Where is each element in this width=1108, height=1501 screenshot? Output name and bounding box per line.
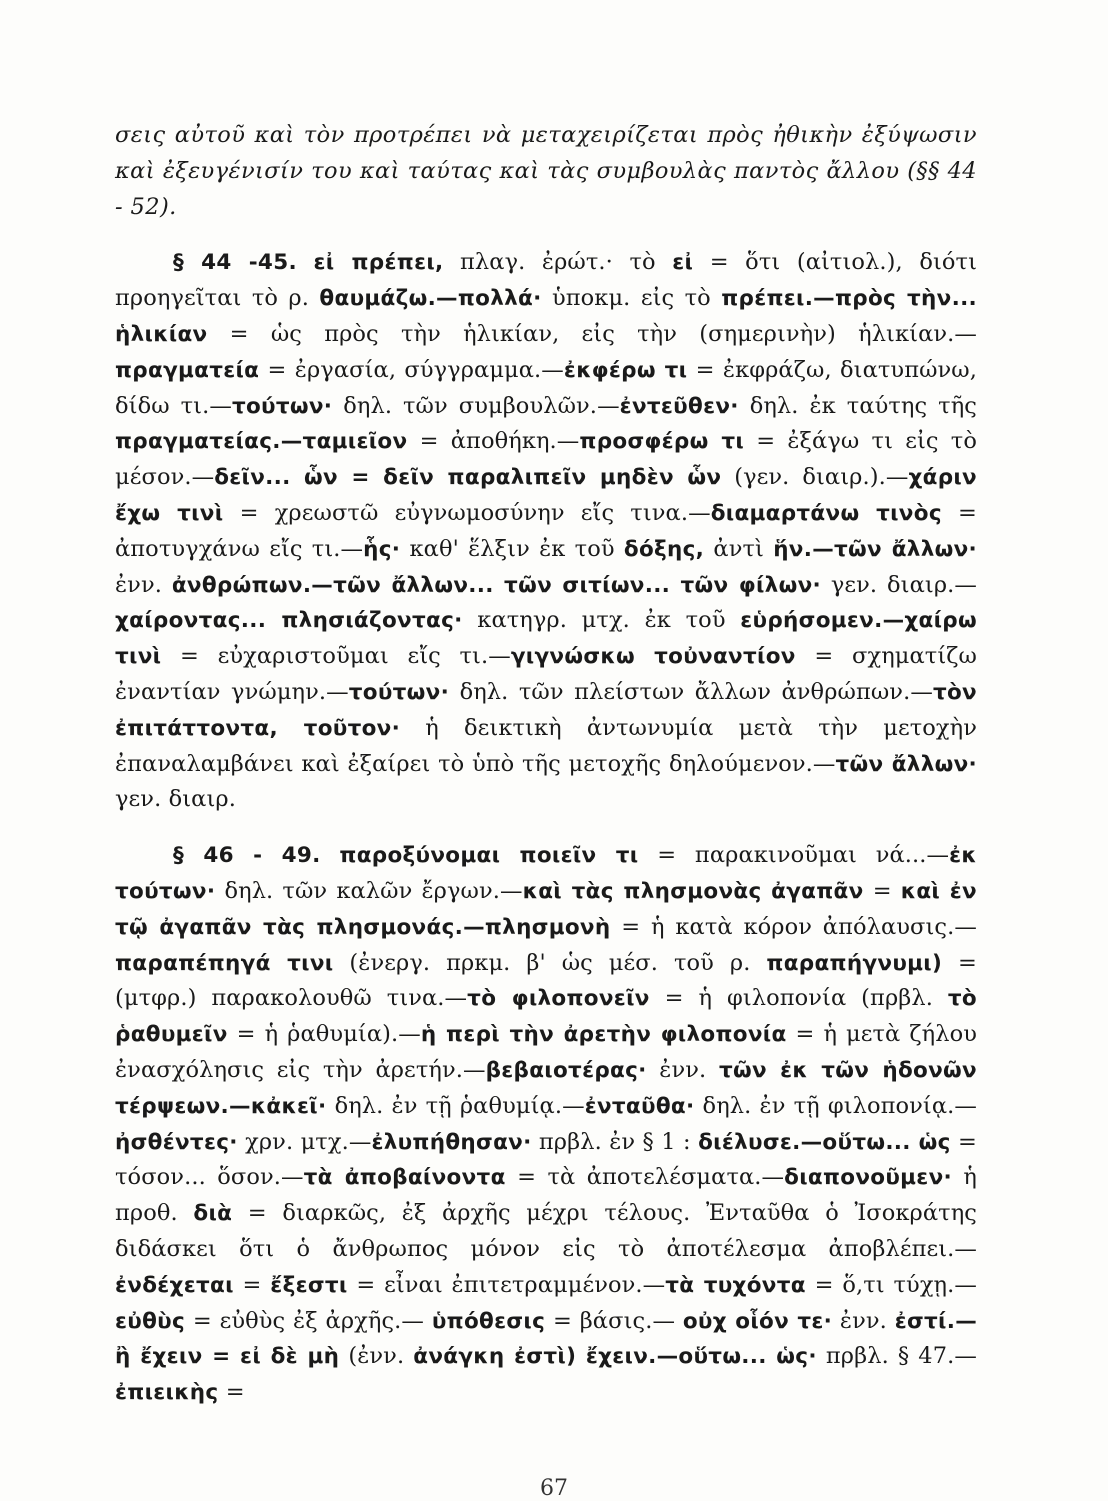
lemma-term: διαμαρτάνω τινὸς <box>710 500 942 526</box>
gloss-text: πλαγ. ἐρώτ.· τὸ <box>443 249 673 276</box>
lemma-term: ἐλυπήθησαν· <box>371 1129 532 1155</box>
gloss-text: δηλ. τῶν πλείστων ἄλλων ἀνθρώπων.— <box>449 678 933 705</box>
lemma-term: χαίροντας... πλησιάζοντας· <box>115 608 463 634</box>
lemma-term: τὰ ἀποβαίνοντα <box>303 1165 506 1191</box>
lemma-term: ἐκφέρω τι <box>563 357 688 383</box>
lemma-term: τούτων· <box>348 679 450 705</box>
lemma-term: ἠσθέντες· <box>115 1129 238 1155</box>
lemma-term: τὸν ἐπιτάττοντα, τοῦτον· <box>115 679 977 741</box>
gloss-text: ἡ προθ. <box>115 1164 978 1227</box>
intro-paragraph <box>115 118 977 225</box>
lemma-term: τούτων· <box>231 393 333 419</box>
lemma-term: ἀνάγκη ἐστὶ) ἔχειν.—οὕτω... ὡς· <box>413 1344 817 1370</box>
lemma-term: τὰ τυχόντα <box>665 1272 806 1298</box>
lemma-term: ἥν.—τῶν ἄλλων· <box>773 536 978 562</box>
page-body <box>115 118 977 1411</box>
gloss-text: = ἡ ῥαθυμία).— <box>227 1021 421 1048</box>
gloss-text: ἐνν. <box>646 1056 719 1083</box>
lemma-term: ἐνδέχεται <box>115 1272 234 1298</box>
lemma-term: διέλυσε.—οὕτω... ὡς <box>698 1129 951 1155</box>
gloss-text: = ὅτι (αἰτιολ.), διότι προηγεῖται τὸ ρ. <box>115 249 978 312</box>
lemma-term: τῶν ἄλλων· <box>835 751 977 777</box>
gloss-text: = ὅ,τι τύχῃ.— <box>805 1271 977 1298</box>
lemma-term: προσφέρω τι <box>579 429 745 455</box>
lemma-term: καὶ τὰς πλησμονὰς ἀγαπᾶν <box>522 878 864 904</box>
gloss-text: πρβλ. ἐν § 1 : <box>531 1128 699 1155</box>
gloss-text: πρβλ. § 47.— <box>816 1343 977 1370</box>
lemma-term: πραγματείας.—ταμιεῖον <box>115 429 408 455</box>
lemma-term: ὑπόθεσις <box>431 1308 546 1334</box>
gloss-text: = σχηματίζω ἐναντίαν γνώμην.— <box>115 643 977 705</box>
lemma-term: εὐθὺς <box>115 1308 186 1334</box>
lemma-term: παραπήγνυμι) <box>766 950 943 976</box>
gloss-text: (ἐνν. <box>339 1343 414 1370</box>
gloss-text: = τόσον... ὅσον.— <box>115 1128 977 1191</box>
gloss-text: χρν. μτχ.— <box>237 1128 372 1155</box>
section-body <box>115 842 977 1405</box>
gloss-text: ἡ δεικτικὴ ἀντωνυμία μετὰ τὴν μετοχὴν ἐπαναλαμβάνει καὶ ἐξαίρει τὸ ὑπὸ τῆς μετοχῆς δηλούμενον.— <box>115 714 977 777</box>
gloss-text: = (μτφρ.) παρακολουθῶ τινα.— <box>115 949 977 1012</box>
gloss-text: = ἐξάγω τι εἰς τὸ μέσον.— <box>115 428 977 491</box>
gloss-text: = διαρκῶς, ἐξ ἀρχῆς μέχρι τέλους. Ἐνταῦθα ὁ Ἰσοκράτης διδάσκει ὅτι ὁ ἄνθρωπος μόνον εἰς τὸ ἀποτέλεσμα ἀποβλέπει.— <box>115 1200 977 1262</box>
lemma-term: ἐπιεικὴς <box>115 1380 219 1406</box>
gloss-text: = <box>218 1379 245 1406</box>
gloss-text: (ἐνεργ. πρκμ. β' ὡς μέσ. τοῦ ρ. <box>333 949 767 976</box>
section-46-49 <box>115 838 977 1411</box>
lemma-term: εἰ <box>672 250 694 276</box>
gloss-text: γεν. διαιρ.— <box>820 571 977 598</box>
page-number: 67 <box>540 1476 568 1501</box>
lemma-term: τῶν ἐκ τῶν ἡδονῶν τέρψεων.—κἀκεῖ· <box>115 1057 977 1119</box>
lemma-term: ἐντεῦθεν· <box>619 393 739 419</box>
lemma-term: ἔξεστι <box>270 1272 348 1298</box>
gloss-text: = εἶναι ἐπιτετραμμένον.— <box>347 1271 666 1298</box>
section-44-45 <box>115 245 977 818</box>
gloss-text: δηλ. ἐν τῇ ῥαθυμίᾳ.— <box>326 1092 585 1119</box>
gloss-text: = ἡ μετὰ ζήλου ἐνασχόλησις εἰς τὴν ἀρετήν.— <box>115 1021 977 1083</box>
gloss-text: δηλ. τῶν συμβουλῶν.— <box>332 392 620 419</box>
lemma-term: τὸ ῥαθυμεῖν <box>115 986 977 1048</box>
gloss-text: = εὐθὺς ἐξ ἀρχῆς.— <box>185 1307 432 1334</box>
section-heading: § 44 -45. <box>173 250 297 276</box>
gloss-text: = <box>233 1271 271 1298</box>
gloss-text: (γεν. διαιρ.).— <box>721 464 909 491</box>
lemma-term: δόξης, <box>623 536 705 562</box>
gloss-text: = <box>863 877 901 904</box>
gloss-text: = ἡ φιλοπονία (πρβλ. <box>649 985 948 1012</box>
gloss-text: ἐνν. <box>115 571 172 598</box>
lemma-term: παροξύνομαι ποιεῖν τι <box>339 843 639 869</box>
lemma-term: τὸ φιλοπονεῖν <box>467 986 650 1012</box>
lemma-term: χάριν ἔχω τινὶ <box>115 465 978 526</box>
gloss-text: = ὡς πρὸς τὴν ἡλικίαν, εἰς τὴν (σημερινὴν) ἡλικίαν.— <box>207 320 977 347</box>
gloss-text: δηλ. ἐκ ταύτης τῆς <box>738 392 977 419</box>
lemma-term: ἀνθρώπων.—τῶν ἄλλων... τῶν σιτίων... τῶν φίλων· <box>171 572 821 598</box>
section-text <box>115 838 977 1411</box>
gloss-text: ἐνν. <box>832 1307 895 1334</box>
gloss-text: = ἡ κατὰ κόρον ἀπόλαυσις.— <box>610 913 977 940</box>
lemma-term: διὰ <box>193 1201 233 1227</box>
gloss-text: = τὰ ἀποτελέσματα.— <box>505 1164 785 1191</box>
gloss-text: καθ' ἕλξιν ἐκ τοῦ <box>400 535 624 562</box>
gloss-text: = χρεωστῶ εὐγνωμοσύνην εἴς τινα.— <box>223 499 711 526</box>
lemma-term: πραγματεία <box>115 357 260 383</box>
gloss-text: = ἀποθήκη.— <box>407 428 580 455</box>
gloss-text: = βάσις.— <box>545 1307 683 1334</box>
gloss-text: = εὐχαριστοῦμαι εἴς τι.— <box>161 643 511 670</box>
intro-text: σεις αὐτοῦ καὶ τὸν προτρέπει νὰ μεταχειρίζεται πρὸς ἠθικὴν ἐξύψωσιν καὶ ἐξευγένισίν του καὶ ταύτας καὶ τὰς συμβουλὰς παντὸς ἄλλου (§§ 44 - 52). <box>115 122 977 220</box>
lemma-term: εἰ πρέπει, <box>313 250 444 276</box>
gloss-text: = ἀποτυγχάνω εἴς τι.— <box>115 499 977 562</box>
lemma-term: πρέπει.—πρὸς τὴν... ἡλικίαν <box>115 286 978 347</box>
lemma-term: ἐνταῦθα· <box>584 1093 695 1119</box>
section-body <box>115 249 977 812</box>
section-text <box>115 245 977 818</box>
lemma-term: ἡ περὶ τὴν ἀρετὴν φιλοπονία <box>420 1022 787 1048</box>
gloss-text: γεν. διαιρ. <box>115 786 236 813</box>
gloss-text: δηλ. ἐν τῇ φιλοπονίᾳ.— <box>694 1092 978 1119</box>
lemma-term: ἐστί.— ἢ ἔχειν = εἰ δὲ μὴ <box>115 1308 977 1370</box>
lemma-term: διαπονοῦμεν· <box>784 1165 952 1191</box>
gloss-text: ἀντὶ <box>704 535 774 562</box>
lemma-term: ἧς· <box>363 536 401 562</box>
lemma-term: δεῖν... ὧν = δεῖν παραλιπεῖν μηδὲν ὧν <box>214 465 722 491</box>
lemma-term: θαυμάζω.—πολλά· <box>319 286 542 312</box>
gloss-text: = παρακινοῦμαι νά...— <box>638 842 950 869</box>
gloss-text: δηλ. τῶν καλῶν ἔργων.— <box>215 877 523 904</box>
section-heading: § 46 - 49. <box>173 843 321 869</box>
lemma-term: οὐχ οἷόν τε· <box>682 1308 833 1334</box>
lemma-term: καὶ ἐν τῷ ἀγαπᾶν τὰς πλησμονάς.—πλησμονὴ <box>115 878 977 940</box>
gloss-text: ὑποκμ. εἰς τὸ <box>541 285 722 312</box>
gloss-text: = ἐκφράζω, διατυπώνω, δίδω τι.— <box>115 356 978 419</box>
gloss-text: κατηγρ. μτχ. ἐκ τοῦ <box>462 607 741 634</box>
lemma-term: γιγνώσκω τοὐναντίον <box>510 644 796 670</box>
lemma-term: βεβαιοτέρας· <box>485 1057 647 1083</box>
lemma-term: παραπέπηγά τινι <box>115 950 334 976</box>
lemma-term: εὑρήσομεν.—χαίρω τινὶ <box>115 608 977 670</box>
lemma-term: ἐκ τούτων· <box>115 843 977 904</box>
gloss-text: = ἐργασία, σύγγραμμα.— <box>259 356 564 383</box>
